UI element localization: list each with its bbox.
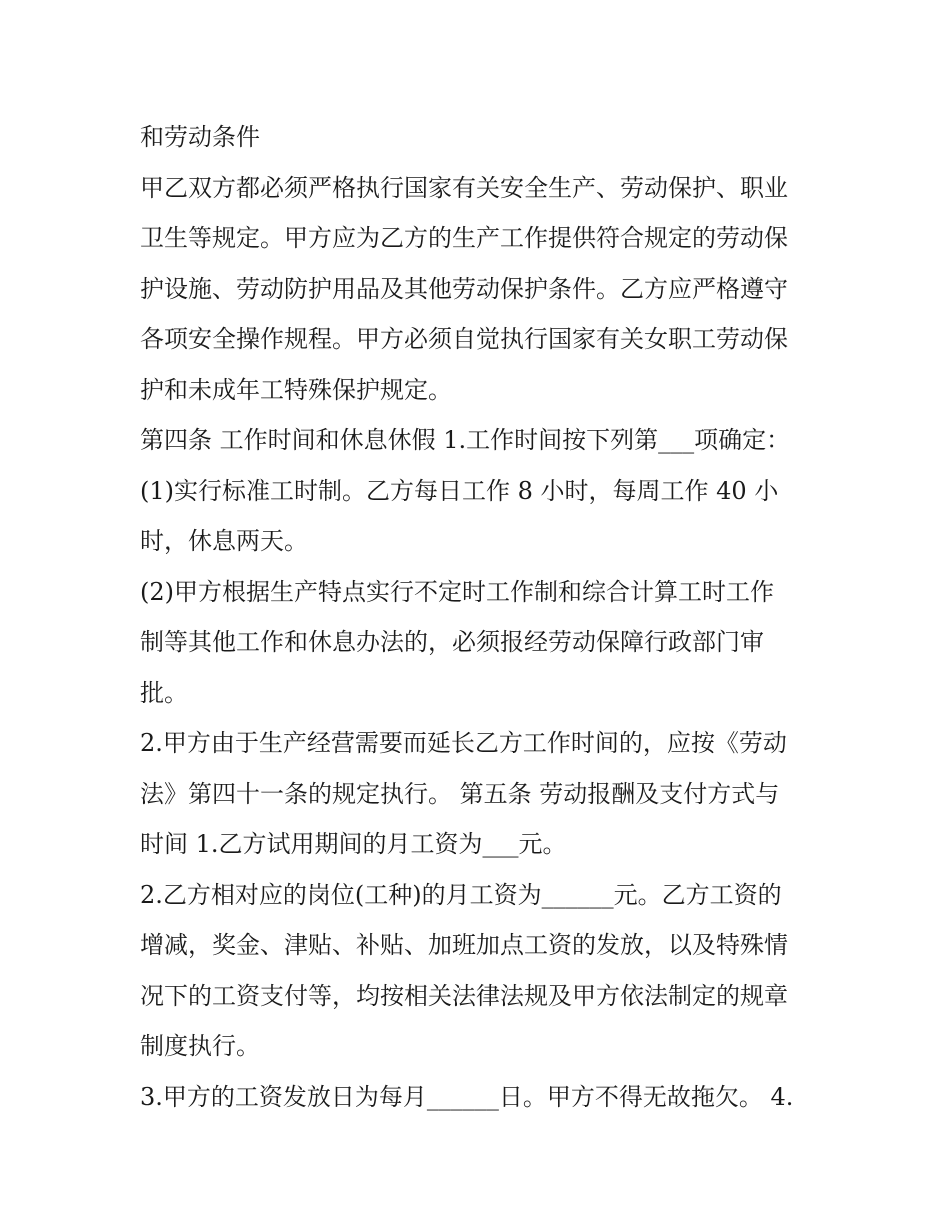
text-line: 各项安全操作规程。甲方必须自觉执行国家有关女职工劳动保 bbox=[140, 325, 788, 353]
text-line: (2)甲方根据生产特点实行不定时工作制和综合计算工时工作 bbox=[140, 577, 774, 606]
text-line: 护和未成年工特殊保护规定。 bbox=[140, 375, 452, 404]
document-body bbox=[140, 112, 820, 1122]
text-line: 2.乙方相对应的岗位(工种)的月工资为______元。乙方工资的 bbox=[140, 880, 782, 909]
text-line: 2.甲方由于生产经营需要而延长乙方工作时间的，应按《劳动 bbox=[140, 729, 787, 757]
text-line: 增减，奖金、津贴、补贴、加班加点工资的发放，以及特殊情 bbox=[140, 931, 788, 959]
text-line: 卫生等规定。甲方应为乙方的生产工作提供符合规定的劳动保 bbox=[140, 224, 788, 252]
text-line: 甲乙双方都必须严格执行国家有关安全生产、劳动保护、职业 bbox=[140, 173, 788, 202]
text-line: 批。 bbox=[140, 678, 188, 707]
text-line: 法》第四十一条的规定执行。 第五条 劳动报酬及支付方式与 bbox=[140, 779, 780, 808]
text-line: 护设施、劳动防护用品及其他劳动保护条件。乙方应严格遵守 bbox=[140, 274, 788, 303]
text-line: 制度执行。 bbox=[140, 1032, 260, 1060]
text-line: 况下的工资支付等，均按相关法律法规及甲方依法制定的规章 bbox=[140, 981, 788, 1010]
text-line: 3.甲方的工资发放日为每月______日。甲方不得无故拖欠。 4. bbox=[140, 1082, 794, 1111]
text-line: 时，休息两天。 bbox=[140, 527, 308, 555]
text-line: 制等其他工作和休息办法的，必须报经劳动保障行政部门审 bbox=[140, 628, 764, 656]
text-line: (1)实行标准工时制。乙方每日工作 8 小时，每周工作 40 小 bbox=[140, 476, 779, 505]
text-line: 时间 1.乙方试用期间的月工资为___元。 bbox=[140, 830, 567, 858]
text-line: 第四条 工作时间和休息休假 1.工作时间按下列第___项确定： bbox=[140, 426, 791, 454]
text-line: 和劳动条件 bbox=[140, 123, 260, 151]
